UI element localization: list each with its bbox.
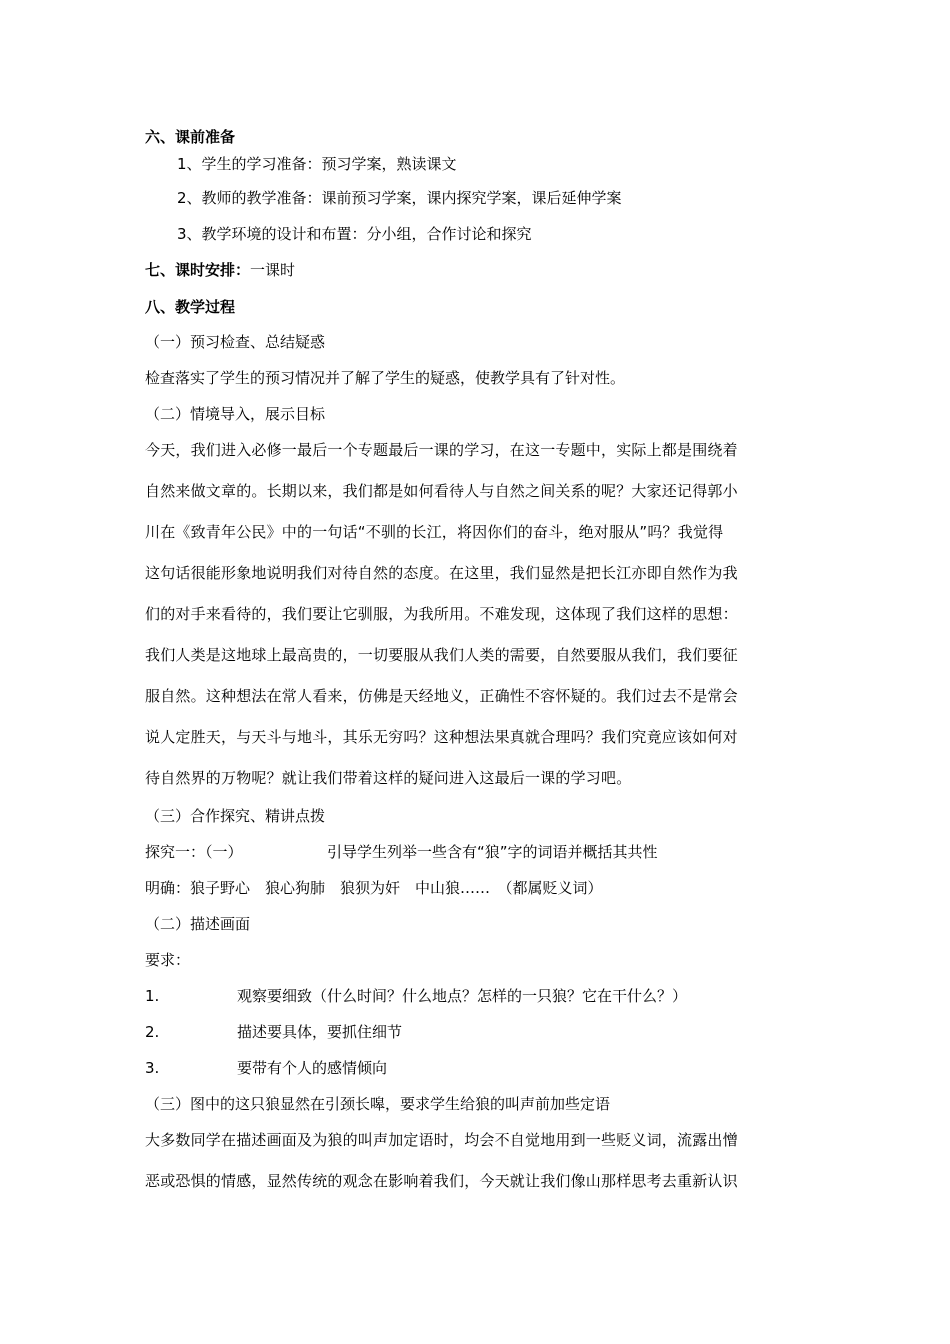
step2-title: （二）情境导入，展示目标	[145, 405, 326, 423]
section6-item-1: 1、学生的学习准备：预习学案，熟读课文	[177, 155, 457, 173]
step2-line: 待自然界的万物呢？就让我们带着这样的疑问进入这最后一课的学习吧。	[145, 769, 632, 787]
step3-title: （三）合作探究、精讲点拨	[145, 807, 326, 825]
step2-line: 服自然。这种想法在常人看来，仿佛是天经地义，正确性不容怀疑的。我们过去不是常会	[145, 687, 738, 705]
requirement-text: 要带有个人的感情倾向	[237, 1059, 388, 1077]
step2-line: 说人定胜天，与天斗与地斗，其乐无穷吗？这种想法果真就合理吗？我们究竟应该如何对	[145, 728, 738, 746]
step2-line: 这句话很能形象地说明我们对待自然的态度。在这里，我们显然是把长江亦即自然作为我	[145, 564, 738, 582]
step2-line: 川在《致青年公民》中的一句话“不驯的长江，将因你们的奋斗，绝对服从”吗？我觉得	[145, 523, 724, 541]
requirement-text: 观察要细致（什么时间？什么地点？怎样的一只狼？它在干什么？）	[237, 987, 688, 1005]
section6-item-2: 2、教师的教学准备：课前预习学案，课内探究学案，课后延伸学案	[177, 189, 622, 207]
section6-heading: 六、课前准备	[145, 128, 236, 146]
requirement-number: 3.	[145, 1059, 160, 1077]
section7-heading: 七、课时安排：	[145, 261, 251, 279]
requirement-number: 1.	[145, 987, 160, 1005]
describe-title: （二）描述画面	[145, 915, 251, 933]
section8-heading: 八、教学过程	[145, 298, 236, 316]
explore1-prefix: 探究一：（一）	[145, 843, 243, 861]
explore1-answer: 明确：狼子野心 狼心狗肺 狼狈为奸 中山狼…… （都属贬义词）	[145, 879, 603, 897]
step2-line: 今天，我们进入必修一最后一个专题最后一课的学习，在这一专题中，实际上都是围绕着	[145, 441, 738, 459]
step2-line: 们的对手来看待的，我们要让它驯服，为我所用。不难发现，这体现了我们这样的思想：	[145, 605, 738, 623]
step2-line: 我们人类是这地球上最高贵的，一切要服从我们人类的需要，自然要服从我们，我们要征	[145, 646, 738, 664]
section7-value: 一课时	[250, 261, 296, 279]
section7-line	[145, 260, 295, 280]
section6-item-3: 3、教学环境的设计和布置：分小组，合作讨论和探究	[177, 225, 532, 243]
requirement-number: 2.	[145, 1023, 160, 1041]
closing-line: 恶或恐惧的情感，显然传统的观念在影响着我们，今天就让我们像山那样思考去重新认识	[145, 1172, 738, 1190]
step3c-title: （三）图中的这只狼显然在引颈长嗥，要求学生给狼的叫声前加些定语	[145, 1095, 611, 1113]
step1-title: （一）预习检查、总结疑惑	[145, 333, 326, 351]
requirement-text: 描述要具体，要抓住细节	[237, 1023, 403, 1041]
step1-text: 检查落实了学生的预习情况并了解了学生的疑惑，使教学具有了针对性。	[145, 369, 626, 387]
requirements-label: 要求：	[145, 951, 191, 969]
explore1-text: 引导学生列举一些含有“狼”字的词语并概括其共性	[327, 843, 658, 861]
step2-line: 自然来做文章的。长期以来，我们都是如何看待人与自然之间关系的呢？大家还记得郭小	[145, 482, 738, 500]
closing-line: 大多数同学在描述画面及为狼的叫声加定语时，均会不自觉地用到一些贬义词，流露出憎	[145, 1131, 738, 1149]
